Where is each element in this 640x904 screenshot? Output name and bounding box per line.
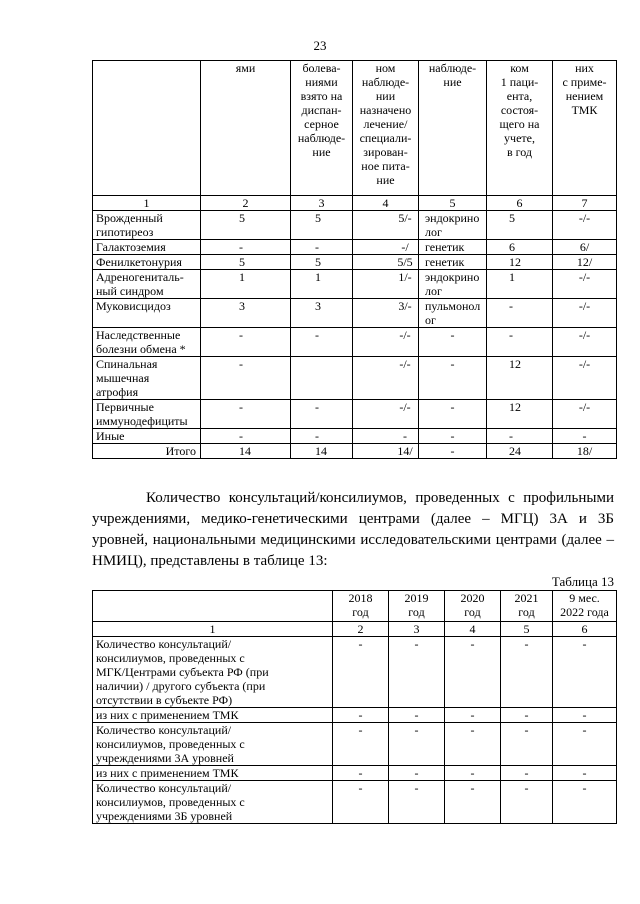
table1-row bbox=[93, 299, 617, 328]
table2-header-cell: 2018 год bbox=[333, 591, 389, 622]
table1-cell: - bbox=[201, 328, 291, 357]
table2-header-row bbox=[93, 591, 617, 622]
table1-row-label: Иные bbox=[93, 429, 201, 444]
table1-cell: пульмонол ог bbox=[419, 299, 487, 328]
table2-row bbox=[93, 637, 617, 708]
table2-row bbox=[93, 708, 617, 723]
table2-cell: - bbox=[333, 708, 389, 723]
table1-row bbox=[93, 429, 617, 444]
table2-column-number: 2 bbox=[333, 622, 389, 637]
table1-header-cell: наблюде- ние bbox=[419, 61, 487, 196]
table1-cell: - bbox=[201, 357, 291, 400]
table2-cell: - bbox=[333, 766, 389, 781]
table1-cell: - bbox=[487, 429, 553, 444]
table1-row-label: Муковисцидоз bbox=[93, 299, 201, 328]
table2-cell: - bbox=[445, 708, 501, 723]
table1-column-number: 5 bbox=[419, 196, 487, 211]
table2-cell: - bbox=[333, 781, 389, 824]
table1-row-label: Фенилкетонурия bbox=[93, 255, 201, 270]
table1-cell: генетик bbox=[419, 240, 487, 255]
table1-row bbox=[93, 211, 617, 240]
table-caption: Таблица 13 bbox=[551, 574, 614, 589]
table2-cell: - bbox=[553, 723, 617, 766]
table1-cell: 3/- bbox=[353, 299, 419, 328]
table1-cell: - bbox=[291, 240, 353, 255]
table1-cell: 5/5 bbox=[353, 255, 419, 270]
table1-cell: - bbox=[487, 328, 553, 357]
table1-cell: 14 bbox=[201, 444, 291, 459]
table2-row bbox=[93, 766, 617, 781]
table1-cell: 12/ bbox=[553, 255, 617, 270]
table1-cell: -/- bbox=[553, 211, 617, 240]
table2-cell: - bbox=[501, 637, 553, 708]
table2-row-label: из них с применением ТМК bbox=[93, 708, 333, 723]
table1-cell: - bbox=[201, 240, 291, 255]
table2-cell: - bbox=[553, 781, 617, 824]
table1-row bbox=[93, 270, 617, 299]
table1-cell: -/- bbox=[353, 328, 419, 357]
table1-cell: 12 bbox=[487, 400, 553, 429]
table1-cell: 5 bbox=[201, 211, 291, 240]
table1-cell: - bbox=[419, 444, 487, 459]
table1-row-label: Спинальная мышечная атрофия bbox=[93, 357, 201, 400]
table1-cell: 14/ bbox=[353, 444, 419, 459]
table2-column-number: 6 bbox=[553, 622, 617, 637]
table2-cell: - bbox=[445, 781, 501, 824]
table2-header-cell: 2020 год bbox=[445, 591, 501, 622]
table1-cell: - bbox=[487, 299, 553, 328]
table1-cell: 3 bbox=[291, 299, 353, 328]
table1-cell: 12 bbox=[487, 357, 553, 400]
table2-cell: - bbox=[445, 637, 501, 708]
table1-cell: - bbox=[291, 429, 353, 444]
table1-cell: -/- bbox=[553, 328, 617, 357]
table2-column-number: 5 bbox=[501, 622, 553, 637]
consultations-table bbox=[92, 590, 617, 824]
table2-cell: - bbox=[501, 723, 553, 766]
table1-cell: -/- bbox=[553, 400, 617, 429]
table1-cell: - bbox=[291, 328, 353, 357]
table2-cell: - bbox=[389, 708, 445, 723]
table2-header-cell: 2019 год bbox=[389, 591, 445, 622]
table2-row-label: Количество консультаций/ консилиумов, проведенных с учреждениями 3А уровней bbox=[93, 723, 333, 766]
table2-header-cell bbox=[93, 591, 333, 622]
table2-row bbox=[93, 723, 617, 766]
table1-cell: - bbox=[419, 400, 487, 429]
table1-header-cell bbox=[93, 61, 201, 196]
table1-header-cell: ями bbox=[201, 61, 291, 196]
table1-header-cell: ном наблюде- нии назначено лечение/ специали- зирован- ное пита- ние bbox=[353, 61, 419, 196]
table1-cell: 5 bbox=[291, 255, 353, 270]
table1-row bbox=[93, 357, 617, 400]
table2-cell: - bbox=[501, 708, 553, 723]
table2-column-numbers bbox=[93, 622, 617, 637]
table1-cell: 5 bbox=[487, 211, 553, 240]
table2-column-number: 1 bbox=[93, 622, 333, 637]
table1-cell: 5 bbox=[291, 211, 353, 240]
table1-row-label: Врожденный гипотиреоз bbox=[93, 211, 201, 240]
table1-row-label: Адреногениталь- ный синдром bbox=[93, 270, 201, 299]
table1-row bbox=[93, 255, 617, 270]
table1-row bbox=[93, 328, 617, 357]
table1-cell: 1 bbox=[487, 270, 553, 299]
table1-column-number: 6 bbox=[487, 196, 553, 211]
table1-cell: - bbox=[201, 429, 291, 444]
table1-cell: - bbox=[553, 429, 617, 444]
table2-cell: - bbox=[389, 723, 445, 766]
table1-cell: -/- bbox=[553, 270, 617, 299]
table2-row-label: Количество консультаций/ консилиумов, проведенных с МГК/Центрами субъекта РФ (при наличии) / другого субъекта (при отсутствии в субъекте РФ) bbox=[93, 637, 333, 708]
table1-cell: 24 bbox=[487, 444, 553, 459]
table2-cell: - bbox=[553, 637, 617, 708]
table2-header-cell: 9 мес. 2022 года bbox=[553, 591, 617, 622]
table1-header-cell: ком 1 паци- ента, состоя- щего на учете, в год bbox=[487, 61, 553, 196]
table2-cell: - bbox=[553, 708, 617, 723]
table1-column-number: 2 bbox=[201, 196, 291, 211]
table1-cell: -/- bbox=[553, 299, 617, 328]
table2-cell: - bbox=[389, 766, 445, 781]
table2-header-cell: 2021 год bbox=[501, 591, 553, 622]
table1-column-number: 7 bbox=[553, 196, 617, 211]
table2-cell: - bbox=[501, 781, 553, 824]
table1-cell: - bbox=[353, 429, 419, 444]
table1-row-label: Галактоземия bbox=[93, 240, 201, 255]
table2-row-label: из них с применением ТМК bbox=[93, 766, 333, 781]
table2-column-number: 3 bbox=[389, 622, 445, 637]
body-paragraph: Количество консультаций/консилиумов, проведенных с профильными учреждениями, медико-генетическими центрами (далее – МГЦ) 3А и 3Б уровней, национальными медицинскими исследовательскими центрами (далее – НМИЦ), представлены в таблице 13: bbox=[92, 490, 614, 569]
table1-cell: -/ bbox=[353, 240, 419, 255]
table1-row-label: Первичные иммунодефициты bbox=[93, 400, 201, 429]
table2-cell: - bbox=[333, 723, 389, 766]
table1-header-row bbox=[93, 61, 617, 196]
table1-cell: генетик bbox=[419, 255, 487, 270]
table1-row bbox=[93, 400, 617, 429]
table1-row bbox=[93, 444, 617, 459]
table2-cell: - bbox=[553, 766, 617, 781]
table1-header-cell: болева- ниями взято на диспан- серное наблюде- ние bbox=[291, 61, 353, 196]
table1-cell: - bbox=[419, 429, 487, 444]
table1-cell: 1/- bbox=[353, 270, 419, 299]
table1-cell: -/- bbox=[353, 357, 419, 400]
table1-cell: 1 bbox=[201, 270, 291, 299]
table1-cell: - bbox=[419, 328, 487, 357]
table1-cell: -/- bbox=[353, 400, 419, 429]
table2-cell: - bbox=[445, 766, 501, 781]
table2-cell: - bbox=[333, 637, 389, 708]
table1-cell: -/- bbox=[553, 357, 617, 400]
table2-cell: - bbox=[389, 781, 445, 824]
table1-cell: - bbox=[419, 357, 487, 400]
table1-cell: - bbox=[291, 400, 353, 429]
table1-column-numbers bbox=[93, 196, 617, 211]
table1-cell: 14 bbox=[291, 444, 353, 459]
table2-row bbox=[93, 781, 617, 824]
table1-cell: 5 bbox=[201, 255, 291, 270]
table1-cell: 12 bbox=[487, 255, 553, 270]
table1-cell: 18/ bbox=[553, 444, 617, 459]
page-number: 23 bbox=[313, 38, 327, 53]
table2-cell: - bbox=[501, 766, 553, 781]
table1-cell: - bbox=[201, 400, 291, 429]
table1-cell bbox=[291, 357, 353, 400]
table1-cell: 5/- bbox=[353, 211, 419, 240]
table1-cell: эндокрино лог bbox=[419, 270, 487, 299]
table1-column-number: 1 bbox=[93, 196, 201, 211]
table1-column-number: 4 bbox=[353, 196, 419, 211]
table2-cell: - bbox=[389, 637, 445, 708]
table1-cell: эндокрино лог bbox=[419, 211, 487, 240]
table1-row-label: Наследственные болезни обмена * bbox=[93, 328, 201, 357]
table1-cell: 6 bbox=[487, 240, 553, 255]
table1-cell: 3 bbox=[201, 299, 291, 328]
table2-cell: - bbox=[445, 723, 501, 766]
table2-column-number: 4 bbox=[445, 622, 501, 637]
table1-cell: 1 bbox=[291, 270, 353, 299]
table1-row bbox=[93, 240, 617, 255]
screening-results-table bbox=[92, 60, 617, 459]
table1-cell: 6/ bbox=[553, 240, 617, 255]
table2-row-label: Количество консультаций/ консилиумов, проведенных с учреждениями 3Б уровней bbox=[93, 781, 333, 824]
table1-row-label: Итого bbox=[93, 444, 201, 459]
table1-column-number: 3 bbox=[291, 196, 353, 211]
table1-header-cell: них с приме- нением ТМК bbox=[553, 61, 617, 196]
